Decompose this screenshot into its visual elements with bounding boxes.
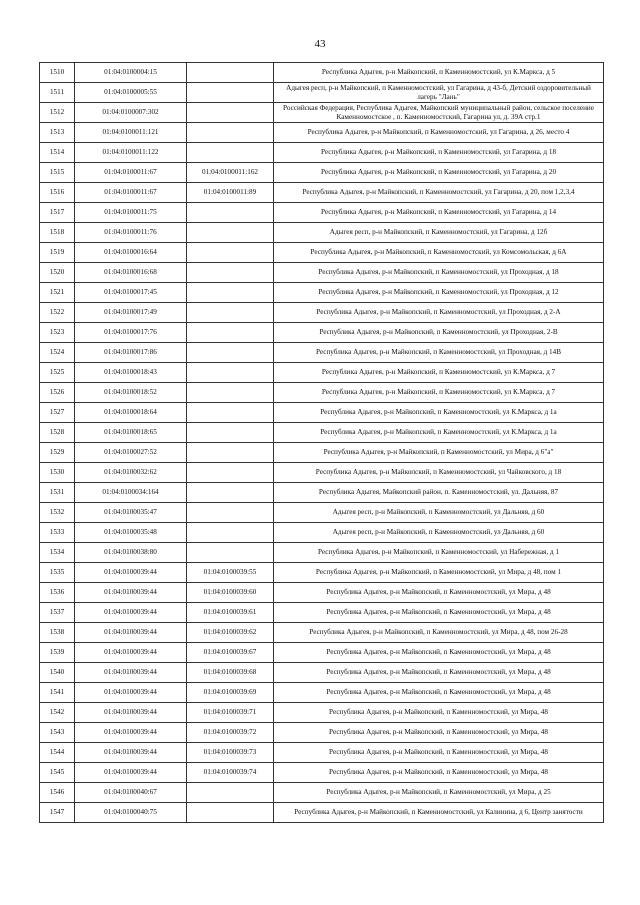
sub-object-number-cell xyxy=(187,543,274,563)
table-row xyxy=(40,463,604,483)
row-number-cell: 1537 xyxy=(40,603,75,623)
cadastral-number-cell: 01:04:0100040:75 xyxy=(75,803,187,823)
sub-object-number-cell xyxy=(187,403,274,423)
address-cell: Республика Адыгея, р-н Майкопский, п Каменномостский, ул К.Маркса, д 1а xyxy=(274,423,604,443)
table-row xyxy=(40,303,604,323)
address-cell: Республика Адыгея, р-н Майкопский, п Каменномостский, ул Проходная, д 2-А xyxy=(274,303,604,323)
address-cell: Республика Адыгея, р-н Майкопский, п Каменномостский, ул Гагарина, д 26, место 4 xyxy=(274,123,604,143)
row-number-cell: 1510 xyxy=(40,63,75,83)
table-row xyxy=(40,363,604,383)
sub-object-number-cell xyxy=(187,443,274,463)
address-cell: Республика Адыгея, р-н Майкопский, п Каменномостский, ул Гагарина, д 18 xyxy=(274,143,604,163)
row-number-cell: 1515 xyxy=(40,163,75,183)
cadastral-number-cell: 01:04:0100004:15 xyxy=(75,63,187,83)
row-number-cell: 1536 xyxy=(40,583,75,603)
cadastral-number-cell: 01:04:0100018:52 xyxy=(75,383,187,403)
cadastral-number-cell: 01:04:0100027:52 xyxy=(75,443,187,463)
table-row xyxy=(40,803,604,823)
table-body xyxy=(40,63,604,823)
address-cell: Республика Адыгея, р-н Майкопский, п Каменномостский, ул Мира, д 6"а" xyxy=(274,443,604,463)
cadastral-number-cell: 01:04:0100035:47 xyxy=(75,503,187,523)
row-number-cell: 1535 xyxy=(40,563,75,583)
row-number-cell: 1525 xyxy=(40,363,75,383)
sub-object-number-cell xyxy=(187,323,274,343)
cadastral-number-cell: 01:04:0100039:44 xyxy=(75,723,187,743)
row-number-cell: 1528 xyxy=(40,423,75,443)
cadastral-number-cell: 01:04:0100011:121 xyxy=(75,123,187,143)
address-cell: Республика Адыгея, р-н Майкопский, п Каменномостский, ул Проходная, д 18 xyxy=(274,263,604,283)
address-cell: Республика Адыгея, р-н Майкопский, п Каменномостский, ул Гагарина, д 20, пом 1,2,3,4 xyxy=(274,183,604,203)
sub-object-number-cell xyxy=(187,83,274,103)
cadastral-number-cell: 01:04:0100011:67 xyxy=(75,163,187,183)
table-row xyxy=(40,203,604,223)
table-row xyxy=(40,123,604,143)
address-cell: Республика Адыгея, р-н Майкопский, п Каменномостский, ул Мира, 48 xyxy=(274,743,604,763)
sub-object-number-cell: 01:04:0100039:60 xyxy=(187,583,274,603)
sub-object-number-cell: 01:04:0100011:162 xyxy=(187,163,274,183)
table-row xyxy=(40,443,604,463)
cadastral-number-cell: 01:04:0100017:49 xyxy=(75,303,187,323)
cadastral-number-cell: 01:04:0100017:45 xyxy=(75,283,187,303)
cadastral-number-cell: 01:04:0100039:44 xyxy=(75,563,187,583)
table-row xyxy=(40,483,604,503)
table-row xyxy=(40,683,604,703)
row-number-cell: 1546 xyxy=(40,783,75,803)
cadastral-number-cell: 01:04:0100040:67 xyxy=(75,783,187,803)
table-row xyxy=(40,763,604,783)
cadastral-number-cell: 01:04:0100016:64 xyxy=(75,243,187,263)
address-cell: Республика Адыгея, р-н Майкопский, п Каменномостский, ул Мира, д 48 xyxy=(274,583,604,603)
table-row xyxy=(40,503,604,523)
cadastral-number-cell: 01:04:0100005:55 xyxy=(75,83,187,103)
row-number-cell: 1534 xyxy=(40,543,75,563)
cadastral-number-cell: 01:04:0100017:76 xyxy=(75,323,187,343)
address-cell: Адыгея респ, р-н Майкопский, п Каменномостский, ул Дальняя, д 60 xyxy=(274,523,604,543)
sub-object-number-cell xyxy=(187,283,274,303)
row-number-cell: 1518 xyxy=(40,223,75,243)
sub-object-number-cell xyxy=(187,143,274,163)
sub-object-number-cell: 01:04:0100039:55 xyxy=(187,563,274,583)
sub-object-number-cell: 01:04:0100039:61 xyxy=(187,603,274,623)
address-cell: Республика Адыгея, р-н Майкопский, п Каменномостский, ул Мира, 48 xyxy=(274,763,604,783)
address-cell: Адыгея респ, р-н Майкопский, п Каменномостский, ул Гагарина, д 43-б, Детский оздоровительный лагерь "Лань" xyxy=(274,83,604,103)
cadastral-number-cell: 01:04:0100039:44 xyxy=(75,663,187,683)
address-cell: Республика Адыгея, Майкопский район, п. Каменномостский, ул. Дальняя, 87 xyxy=(274,483,604,503)
row-number-cell: 1517 xyxy=(40,203,75,223)
row-number-cell: 1519 xyxy=(40,243,75,263)
sub-object-number-cell xyxy=(187,383,274,403)
address-cell: Республика Адыгея, р-н Майкопский, п Каменномостский, ул Гагарина, д 20 xyxy=(274,163,604,183)
row-number-cell: 1533 xyxy=(40,523,75,543)
address-cell: Республика Адыгея, р-н Майкопский, п Каменномостский, ул К.Маркса, д 7 xyxy=(274,383,604,403)
sub-object-number-cell xyxy=(187,423,274,443)
cadastral-number-cell: 01:04:0100011:76 xyxy=(75,223,187,243)
sub-object-number-cell: 01:04:0100039:68 xyxy=(187,663,274,683)
table-row xyxy=(40,723,604,743)
address-cell: Республика Адыгея, р-н Майкопский, п Каменномостский, ул К.Маркса, д 7 xyxy=(274,363,604,383)
address-cell: Республика Адыгея, р-н Майкопский, п Каменномостский, ул Проходная, д 12 xyxy=(274,283,604,303)
cadastral-number-cell: 01:04:0100018:64 xyxy=(75,403,187,423)
table-row xyxy=(40,423,604,443)
cadastral-number-cell: 01:04:0100007:302 xyxy=(75,103,187,123)
row-number-cell: 1545 xyxy=(40,763,75,783)
cadastral-number-cell: 01:04:0100018:65 xyxy=(75,423,187,443)
table-row xyxy=(40,643,604,663)
cadastral-number-cell: 01:04:0100011:67 xyxy=(75,183,187,203)
row-number-cell: 1530 xyxy=(40,463,75,483)
page-number: 43 xyxy=(314,38,326,50)
cadastral-number-cell: 01:04:0100038:80 xyxy=(75,543,187,563)
sub-object-number-cell xyxy=(187,63,274,83)
address-cell: Республика Адыгея, р-н Майкопский, п Каменномостский, ул К.Маркса, д 1а xyxy=(274,403,604,423)
sub-object-number-cell xyxy=(187,523,274,543)
address-cell: Республика Адыгея, р-н Майкопский, п Каменномостский, ул Мира, 48 xyxy=(274,723,604,743)
row-number-cell: 1513 xyxy=(40,123,75,143)
sub-object-number-cell xyxy=(187,263,274,283)
row-number-cell: 1522 xyxy=(40,303,75,323)
address-cell: Республика Адыгея, р-н Майкопский, п Каменномостский, ул Мира, д 48, пом 26-28 xyxy=(274,623,604,643)
address-cell: Республика Адыгея, р-н Майкопский, п Каменномостский, ул Мира, д 25 xyxy=(274,783,604,803)
cadastral-number-cell: 01:04:0100016:68 xyxy=(75,263,187,283)
address-cell: Республика Адыгея, р-н Майкопский, п Каменномостский, ул Проходная, д 14В xyxy=(274,343,604,363)
row-number-cell: 1511 xyxy=(40,83,75,103)
cadastral-number-cell: 01:04:0100039:44 xyxy=(75,583,187,603)
row-number-cell: 1520 xyxy=(40,263,75,283)
row-number-cell: 1512 xyxy=(40,103,75,123)
table-row xyxy=(40,523,604,543)
sub-object-number-cell xyxy=(187,103,274,123)
row-number-cell: 1538 xyxy=(40,623,75,643)
cadastral-number-cell: 01:04:0100032:62 xyxy=(75,463,187,483)
row-number-cell: 1523 xyxy=(40,323,75,343)
address-cell: Республика Адыгея, р-н Майкопский, п Каменномостский, ул Набережная, д 1 xyxy=(274,543,604,563)
address-cell: Республика Адыгея, р-н Майкопский, п Каменномостский, ул Мира, 48 xyxy=(274,703,604,723)
table-row xyxy=(40,183,604,203)
cadastral-number-cell: 01:04:0100039:44 xyxy=(75,703,187,723)
row-number-cell: 1531 xyxy=(40,483,75,503)
address-cell: Республика Адыгея, р-н Майкопский, п Каменномостский, ул Мира, д 48 xyxy=(274,603,604,623)
cadastral-number-cell: 01:04:0100039:44 xyxy=(75,603,187,623)
row-number-cell: 1514 xyxy=(40,143,75,163)
table-row xyxy=(40,163,604,183)
cadastral-number-cell: 01:04:0100039:44 xyxy=(75,683,187,703)
sub-object-number-cell: 01:04:0100039:71 xyxy=(187,703,274,723)
address-cell: Адыгея респ, р-н Майкопский, п Каменномостский, ул Дальняя, д 60 xyxy=(274,503,604,523)
table-row xyxy=(40,283,604,303)
table-row xyxy=(40,623,604,643)
row-number-cell: 1521 xyxy=(40,283,75,303)
table-row xyxy=(40,743,604,763)
row-number-cell: 1540 xyxy=(40,663,75,683)
address-cell: Республика Адыгея, р-н Майкопский, п Каменномостский, ул Чайковского, д 18 xyxy=(274,463,604,483)
table-row xyxy=(40,783,604,803)
cadastral-number-cell: 01:04:0100011:75 xyxy=(75,203,187,223)
table-row xyxy=(40,223,604,243)
sub-object-number-cell xyxy=(187,223,274,243)
sub-object-number-cell: 01:04:0100039:73 xyxy=(187,743,274,763)
sub-object-number-cell xyxy=(187,343,274,363)
table-row xyxy=(40,63,604,83)
sub-object-number-cell: 01:04:0100039:69 xyxy=(187,683,274,703)
sub-object-number-cell xyxy=(187,483,274,503)
sub-object-number-cell xyxy=(187,783,274,803)
cadastral-number-cell: 01:04:0100035:48 xyxy=(75,523,187,543)
address-cell: Республика Адыгея, р-н Майкопский, п Каменномостский, ул Мира, д 48, пом 1 xyxy=(274,563,604,583)
sub-object-number-cell xyxy=(187,303,274,323)
row-number-cell: 1542 xyxy=(40,703,75,723)
sub-object-number-cell xyxy=(187,463,274,483)
row-number-cell: 1547 xyxy=(40,803,75,823)
sub-object-number-cell: 01:04:0100039:67 xyxy=(187,643,274,663)
sub-object-number-cell xyxy=(187,363,274,383)
table-row xyxy=(40,403,604,423)
sub-object-number-cell: 01:04:0100039:62 xyxy=(187,623,274,643)
table-row xyxy=(40,323,604,343)
table-row xyxy=(40,83,604,103)
cadastral-number-cell: 01:04:0100018:43 xyxy=(75,363,187,383)
address-cell: Республика Адыгея, р-н Майкопский, п Каменномостский, ул Калинина, д 6, Центр занятости xyxy=(274,803,604,823)
row-number-cell: 1532 xyxy=(40,503,75,523)
cadastral-number-cell: 01:04:0100034:164 xyxy=(75,483,187,503)
sub-object-number-cell: 01:04:0100011:89 xyxy=(187,183,274,203)
sub-object-number-cell: 01:04:0100039:74 xyxy=(187,763,274,783)
address-cell: Республика Адыгея, р-н Майкопский, п Каменномостский, ул К.Маркса, д 5 xyxy=(274,63,604,83)
cadastral-number-cell: 01:04:0100039:44 xyxy=(75,643,187,663)
row-number-cell: 1526 xyxy=(40,383,75,403)
row-number-cell: 1516 xyxy=(40,183,75,203)
table-row xyxy=(40,603,604,623)
cadastral-number-cell: 01:04:0100017:86 xyxy=(75,343,187,363)
cadastral-number-cell: 01:04:0100039:44 xyxy=(75,623,187,643)
address-cell: Адыгея респ, р-н Майкопский, п Каменномостский, ул Гагарина, д 12б xyxy=(274,223,604,243)
cadastral-number-cell: 01:04:0100011:122 xyxy=(75,143,187,163)
cadastral-number-cell: 01:04:0100039:44 xyxy=(75,763,187,783)
table-row xyxy=(40,383,604,403)
sub-object-number-cell xyxy=(187,803,274,823)
address-cell: Республика Адыгея, р-н Майкопский, п Каменномостский, ул Комсомольская, д 6А xyxy=(274,243,604,263)
row-number-cell: 1524 xyxy=(40,343,75,363)
sub-object-number-cell xyxy=(187,503,274,523)
table-row xyxy=(40,343,604,363)
row-number-cell: 1544 xyxy=(40,743,75,763)
sub-object-number-cell xyxy=(187,123,274,143)
table-row xyxy=(40,103,604,123)
table-row xyxy=(40,703,604,723)
cadastral-number-cell: 01:04:0100039:44 xyxy=(75,743,187,763)
row-number-cell: 1539 xyxy=(40,643,75,663)
table-row xyxy=(40,243,604,263)
sub-object-number-cell: 01:04:0100039:72 xyxy=(187,723,274,743)
address-cell: Республика Адыгея, р-н Майкопский, п Каменномостский, ул Проходная, 2-В xyxy=(274,323,604,343)
sub-object-number-cell xyxy=(187,203,274,223)
table-row xyxy=(40,583,604,603)
table-row xyxy=(40,543,604,563)
property-register-table xyxy=(39,62,604,823)
row-number-cell: 1527 xyxy=(40,403,75,423)
address-cell: Республика Адыгея, р-н Майкопский, п Каменномостский, ул Мира, д 48 xyxy=(274,663,604,683)
table-row xyxy=(40,563,604,583)
address-cell: Российская Федерация, Республика Адыгея, Майкопский муниципальный район, сельское поселение Каменномостское , п. Каменномостский, Гагарина ул, д. 39А стр.1 xyxy=(274,103,604,123)
row-number-cell: 1529 xyxy=(40,443,75,463)
table-row xyxy=(40,143,604,163)
row-number-cell: 1541 xyxy=(40,683,75,703)
row-number-cell: 1543 xyxy=(40,723,75,743)
sub-object-number-cell xyxy=(187,243,274,263)
table-row xyxy=(40,263,604,283)
address-cell: Республика Адыгея, р-н Майкопский, п Каменномостский, ул Гагарина, д 14 xyxy=(274,203,604,223)
address-cell: Республика Адыгея, р-н Майкопский, п Каменномостский, ул Мира, д 48 xyxy=(274,643,604,663)
table-row xyxy=(40,663,604,683)
address-cell: Республика Адыгея, р-н Майкопский, п Каменномостский, ул Мира, д 48 xyxy=(274,683,604,703)
